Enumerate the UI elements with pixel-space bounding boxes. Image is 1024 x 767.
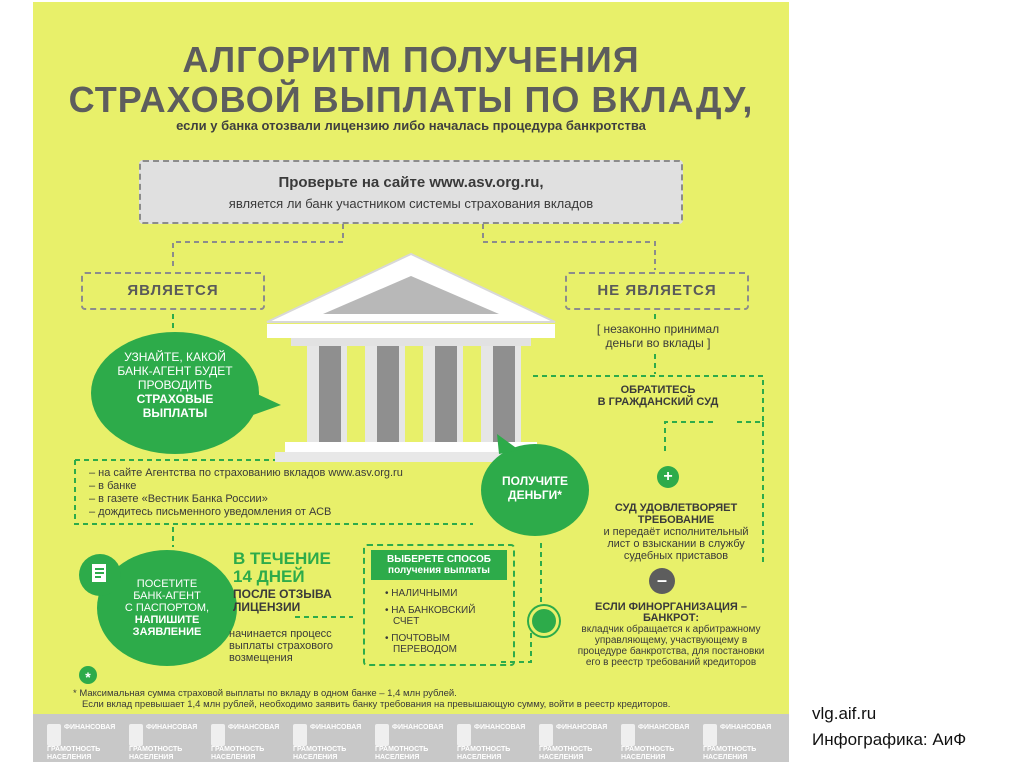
footer-logo: ФИНАНСОВАЯ ГРАМОТНОСТЬ НАСЕЛЕНИЯ — [703, 724, 772, 761]
document-icon — [79, 554, 121, 596]
source-caption — [812, 704, 966, 750]
visit-line-2: БАНК-АГЕНТ — [133, 590, 201, 602]
bankrupt-line-2: БАНКРОТ: — [642, 612, 700, 624]
illegal-deposits-note — [573, 322, 743, 350]
footer-logo: ФИНАНСОВАЯ ГРАМОТНОСТЬ НАСЕЛЕНИЯ — [621, 724, 690, 761]
within-14-days — [233, 550, 363, 586]
court-line-2: В ГРАЖДАНСКИЙ СУД — [597, 396, 719, 408]
court-ok-line-4: лист о взыскании в службу — [607, 538, 745, 550]
after-revocation — [233, 588, 363, 614]
star-badge — [79, 666, 97, 684]
visit-line-1: ПОСЕТИТЕ — [136, 578, 198, 590]
process-line-3: возмещения — [229, 652, 293, 664]
method-item-cont: СЧЕТ — [393, 616, 420, 627]
method-item: • НАЛИЧНЫМИ — [385, 588, 458, 599]
sources-list — [89, 467, 509, 519]
not-member-label: НЕ ЯВЛЯЕТСЯ — [597, 282, 717, 299]
footer-logo: ФИНАНСОВАЯ ГРАМОТНОСТЬ НАСЕЛЕНИЯ — [129, 724, 198, 761]
find-agent-line-4: СТРАХОВЫЕ — [136, 392, 214, 406]
find-agent-line-1: УЗНАЙТЕ, КАКОЙ — [124, 350, 226, 364]
minus-icon — [649, 568, 675, 594]
bank-building-icon — [261, 242, 561, 462]
source-item: – в газете «Вестник Банка России» — [89, 493, 268, 505]
illegal-line-2: деньги во вклады ] — [605, 336, 711, 350]
bankrupt-line-5: процедуре банкротства, для постановки — [577, 646, 765, 657]
plus-sign: + — [663, 468, 673, 485]
process-line-2: выплаты страхового — [229, 640, 333, 652]
find-agent-line-2: БАНК-АГЕНТ БУДЕТ — [117, 364, 233, 378]
get-money-line-1: ПОЛУЧИТЕ — [502, 474, 568, 488]
bubble-tail — [253, 387, 283, 417]
find-agent-line-5: ВЫПЛАТЫ — [142, 406, 208, 420]
star-sign: * — [85, 669, 91, 685]
visit-line-3: С ПАСПОРТОМ, — [124, 602, 210, 614]
payment-methods-list — [365, 588, 513, 655]
payment-methods-box — [363, 544, 515, 666]
process-line-1: начинается процесс — [229, 628, 332, 640]
bankruptcy-note — [563, 602, 779, 668]
choose-line-1: ВЫБЕРЕТЕ СПОСОБ — [387, 554, 491, 565]
footnote-line-2: Если вклад превышает 1,4 млн рублей, необходимо заявить банку требования на превышающую сумму, войти в реестр кредиторов. — [82, 699, 671, 710]
bubble-tail — [493, 434, 523, 456]
find-agent-line-3: ПРОВОДИТЬ — [137, 378, 213, 392]
footnote — [73, 688, 789, 710]
method-item-cont: ПЕРЕВОДОМ — [393, 644, 457, 655]
within-line-1: В ТЕЧЕНИЕ — [233, 549, 331, 568]
illegal-line-1: [ незаконно принимал — [596, 322, 720, 336]
caption-credit: Инфографика: АиФ — [812, 730, 967, 749]
title-line-2: СТРАХОВОЙ ВЫПЛАТЫ ПО ВКЛАДУ, — [68, 79, 754, 120]
payment-methods-header — [371, 550, 507, 580]
get-money-line-2: ДЕНЬГИ* — [508, 488, 562, 502]
visit-line-4: НАПИШИТЕ — [134, 614, 200, 626]
bankrupt-line-3: вкладчик обращается к арбитражному — [581, 624, 761, 635]
source-item: – на сайте Агентства по страхованию вкладов www.asv.org.ru — [89, 467, 403, 479]
is-member-label: ЯВЛЯЕТСЯ — [127, 282, 219, 299]
document-icon-badge — [79, 554, 121, 596]
court-ok-line-5: судебных приставов — [623, 550, 729, 562]
footer-logo-strip — [33, 714, 789, 762]
within-line-2: 14 ДНЕЙ — [233, 567, 305, 586]
plus-icon — [657, 466, 679, 488]
source-item: – дождитесь письменного уведомления от АСВ — [89, 506, 332, 518]
court-ok-line-1: СУД УДОВЛЕТВОРЯЕТ — [614, 502, 738, 514]
footer-logo: ФИНАНСОВАЯ ГРАМОТНОСТЬ НАСЕЛЕНИЯ — [293, 724, 362, 761]
is-member-box — [81, 272, 265, 310]
infographic-poster — [33, 2, 789, 762]
court-ok-line-2: ТРЕБОВАНИЕ — [637, 514, 715, 526]
minus-sign: – — [656, 570, 667, 590]
footer-logo: ФИНАНСОВАЯ ГРАМОТНОСТЬ НАСЕЛЕНИЯ — [47, 724, 116, 761]
court-satisfies-note — [573, 502, 779, 562]
find-agent-bubble — [91, 332, 259, 454]
payment-badge-icon — [529, 606, 559, 636]
title-line-1: АЛГОРИТМ ПОЛУЧЕНИЯ — [182, 39, 640, 80]
method-item: • НА БАНКОВСКИЙ — [385, 605, 476, 616]
court-line-1: ОБРАТИТЕСЬ — [620, 384, 696, 396]
check-line-2: является ли банк участником системы страхования вкладов — [228, 196, 594, 211]
within-line-4: ЛИЦЕНЗИИ — [233, 600, 301, 614]
footer-logo: ФИНАНСОВАЯ ГРАМОТНОСТЬ НАСЕЛЕНИЯ — [375, 724, 444, 761]
bankrupt-line-1: ЕСЛИ ФИНОРГАНИЗАЦИЯ – — [594, 601, 747, 613]
footer-logo: ФИНАНСОВАЯ ГРАМОТНОСТЬ НАСЕЛЕНИЯ — [211, 724, 280, 761]
civil-court-note — [563, 384, 753, 408]
bankrupt-line-4: управляющему, участвующему в — [594, 635, 748, 646]
within-line-3: ПОСЛЕ ОТЗЫВА — [233, 587, 332, 601]
footer-logo: ФИНАНСОВАЯ ГРАМОТНОСТЬ НАСЕЛЕНИЯ — [457, 724, 526, 761]
caption-site: vlg.aif.ru — [812, 704, 877, 723]
footer-logo: ФИНАНСОВАЯ ГРАМОТНОСТЬ НАСЕЛЕНИЯ — [539, 724, 608, 761]
subtitle: если у банка отозвали лицензию либо началась процедура банкротства — [176, 118, 646, 133]
process-start-note — [229, 628, 359, 664]
choose-line-2: получения выплаты — [388, 565, 490, 576]
footnote-line-1: * Максимальная сумма страховой выплаты по вкладу в одном банке – 1,4 млн рублей. — [73, 688, 457, 699]
not-member-box — [565, 272, 749, 310]
method-item: • ПОЧТОВЫМ — [385, 633, 450, 644]
source-item: – в банке — [89, 480, 137, 492]
court-ok-line-3: и передаёт исполнительный — [603, 526, 749, 538]
visit-line-5: ЗАЯВЛЕНИЕ — [132, 626, 202, 638]
bankrupt-line-6: его в реестр требований кредиторов — [585, 657, 757, 668]
check-line-1: Проверьте на сайте www.asv.org.ru, — [278, 174, 544, 191]
